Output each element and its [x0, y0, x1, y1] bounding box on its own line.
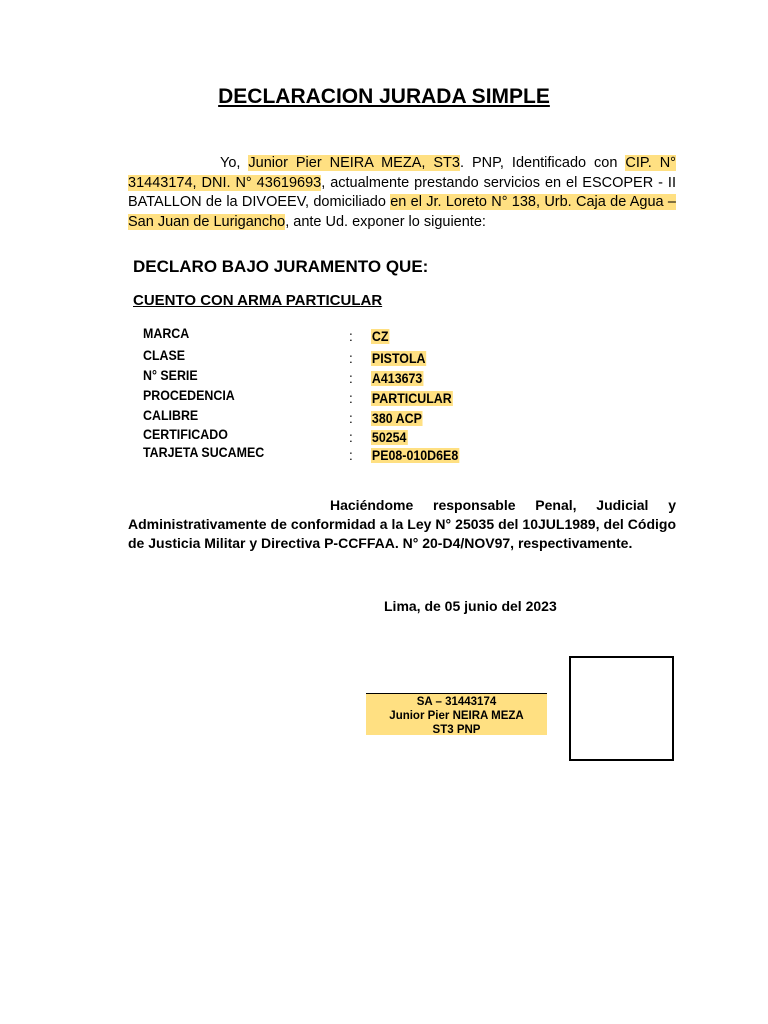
- signature-cip: SA – 31443174: [416, 696, 497, 708]
- signature-block: [366, 693, 547, 735]
- weapon-subheading: CUENTO CON ARMA PARTICULAR: [133, 292, 383, 309]
- field-value: 50254: [371, 430, 407, 445]
- weapon-row-clase: [143, 348, 643, 368]
- intro-text-1: Yo,: [220, 155, 249, 171]
- field-value: 380 ACP: [371, 411, 422, 426]
- weapon-row-marca: [143, 326, 643, 346]
- field-value: PE08-010D6E8: [371, 448, 459, 463]
- weapon-row-calibre: [143, 408, 643, 428]
- field-label: N° SERIE: [143, 368, 198, 383]
- field-colon: :: [349, 448, 353, 463]
- field-label: PROCEDENCIA: [143, 388, 235, 403]
- declarant-name: Junior Pier NEIRA MEZA, ST3: [248, 155, 460, 171]
- closing-text: Haciéndome responsable Penal, Judicial y Administrativamente de conformidad a la Ley N° 25035 del 10JUL1989, del Código de Justicia Militar y Directiva P-CCFFAA. N° 20-D4/NOV97, respectivamente.: [128, 497, 676, 551]
- document-title: DECLARACION JURADA SIMPLE: [218, 85, 550, 108]
- field-value: CZ: [371, 329, 389, 344]
- weapon-row-certificado: [143, 427, 643, 447]
- closing-paragraph: [128, 496, 676, 553]
- field-label: CERTIFICADO: [143, 427, 228, 442]
- intro-text-3: , actualmente prestando servicios en el ESCOPER - II BATALLON de la DIVOEEV, domiciliado: [128, 174, 676, 210]
- declaration-heading: DECLARO BAJO JURAMENTO QUE:: [133, 257, 429, 276]
- weapon-row-procedencia: [143, 388, 643, 408]
- field-value: PISTOLA: [371, 351, 426, 366]
- declarant-address: en el Jr. Loreto N° 138, Urb. Caja de Agua – San Juan de Lurigancho: [128, 194, 676, 230]
- weapon-row-tarjeta: [143, 445, 643, 465]
- intro-text-2: . PNP, Identificado con: [459, 155, 626, 171]
- field-label: CLASE: [143, 348, 186, 363]
- field-label: TARJETA SUCAMEC: [143, 445, 265, 460]
- field-value: PARTICULAR: [371, 391, 452, 406]
- field-value: A413673: [371, 371, 423, 386]
- signature-rank: ST3 PNP: [432, 724, 481, 736]
- weapon-row-serie: [143, 368, 643, 388]
- fingerprint-box: [569, 656, 674, 761]
- signature-name: Junior Pier NEIRA MEZA: [389, 710, 524, 722]
- field-colon: :: [349, 430, 353, 445]
- field-label: MARCA: [143, 326, 190, 341]
- intro-paragraph: [128, 154, 676, 232]
- date-line: Lima, de 05 junio del 2023: [384, 598, 557, 614]
- intro-text-4: , ante Ud. exponer lo siguiente:: [285, 213, 486, 230]
- field-colon: :: [349, 371, 353, 386]
- field-colon: :: [349, 329, 353, 344]
- field-label: CALIBRE: [143, 408, 199, 423]
- declarant-ids: CIP. N° 31443174, DNI. N° 43619693: [128, 155, 676, 191]
- field-colon: :: [349, 351, 353, 366]
- field-colon: :: [349, 411, 353, 426]
- field-colon: :: [349, 391, 353, 406]
